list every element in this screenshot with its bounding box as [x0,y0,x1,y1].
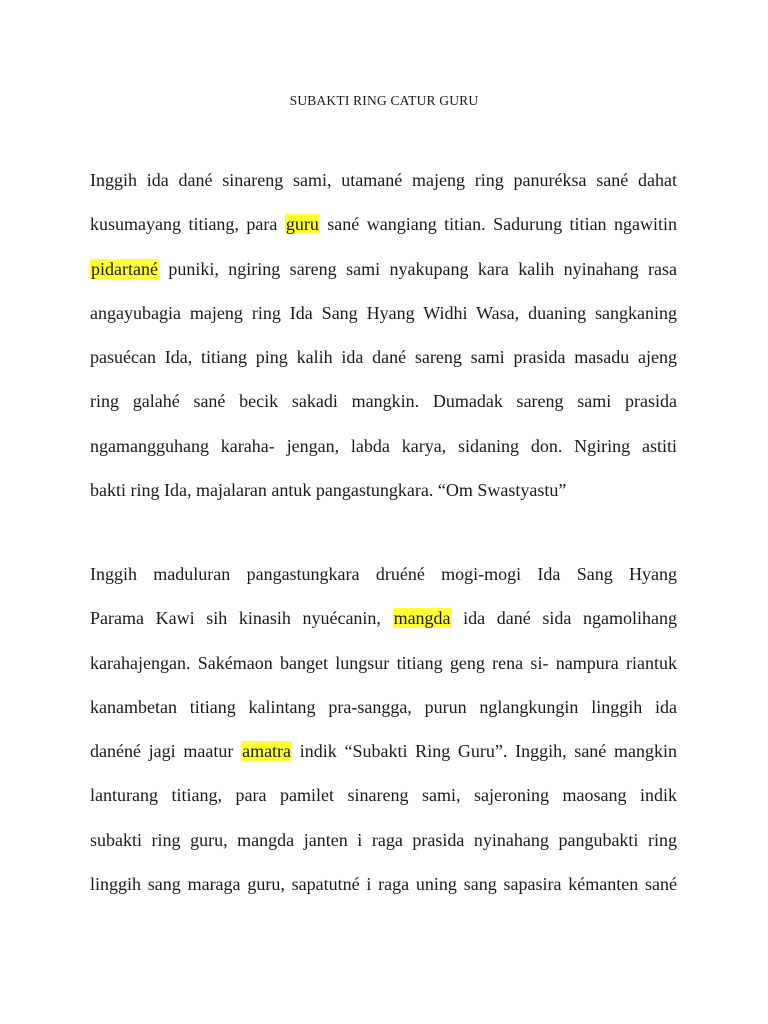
text-segment: indik “Subakti Ring Guru”. Inggih, sané mangkin [292,741,677,762]
text-line [90,782,677,826]
text-segment: Parama Kawi sih kinasih nyuécanin, [90,608,393,629]
text-line [90,605,677,649]
text-segment: karahajengan. Sakémaon banget lungsur titiang geng rena si- nampura riantuk [90,652,677,673]
text-segment: Inggih maduluran pangastungkara druéné mogi-mogi Ida Sang Hyang [90,564,677,584]
text-line [90,300,677,344]
text-segment: ngamangguhang karaha- jengan, labda karya, sidaning don. Ngiring astiti [90,435,677,456]
text-line [90,871,677,915]
text-segment: Inggih ida dané sinareng sami, utamané majeng ring panuréksa sané dahat [90,170,677,190]
text-segment: danéné jagi maatur [90,741,242,762]
highlighted-word: mangda [393,608,451,629]
text-line [90,694,677,738]
text-segment: ida dané sida ngamolihang [451,608,677,629]
text-segment: ring galahé sané becik sakadi mangkin. Dumadak sareng sami prasida [90,391,677,412]
text-line [90,433,677,477]
paragraph-1 [90,167,677,521]
text-line [90,167,677,211]
text-segment: sané wangiang titian. Sadurung titian ngawitin [319,214,678,235]
text-line [90,344,677,388]
text-line [90,211,677,255]
text-line [90,388,677,432]
text-segment: puniki, ngiring sareng sami nyakupang kara kalih nyinahang rasa [158,258,677,279]
text-segment: bakti ring Ida, majalaran antuk pangastungkara. “Om Swastyastu” [90,480,567,501]
text-segment: lanturang titiang, para pamilet sinareng sami, sajeroning maosang indik [90,785,677,806]
text-line [90,738,677,782]
text-segment: subakti ring guru, mangda janten i raga prasida nyinahang pangubakti ring [90,829,677,850]
text-segment: linggih sang maraga guru, sapatutné i raga uning sang sapasira kémanten sané [90,874,677,895]
text-segment: kanambetan titiang kalintang pra-sangga, purun nglangkungin linggih ida [90,696,677,717]
highlighted-word: amatra [242,741,292,762]
paragraph-2 [90,561,677,915]
text-line [90,477,677,521]
highlighted-word: guru [285,214,319,235]
text-line [90,561,677,605]
text-line [90,256,677,300]
document-title: SUBAKTI RING CATUR GURU [289,93,479,108]
text-line [90,650,677,694]
text-segment: angayubagia majeng ring Ida Sang Hyang Widhi Wasa, duaning sangkaning [90,302,677,323]
text-line [90,827,677,871]
highlighted-word: pidartané [91,258,158,279]
text-segment: kusumayang titiang, para [90,214,285,235]
text-segment: pasuécan Ida, titiang ping kalih ida dané sareng sami prasida masadu ajeng [90,347,677,368]
